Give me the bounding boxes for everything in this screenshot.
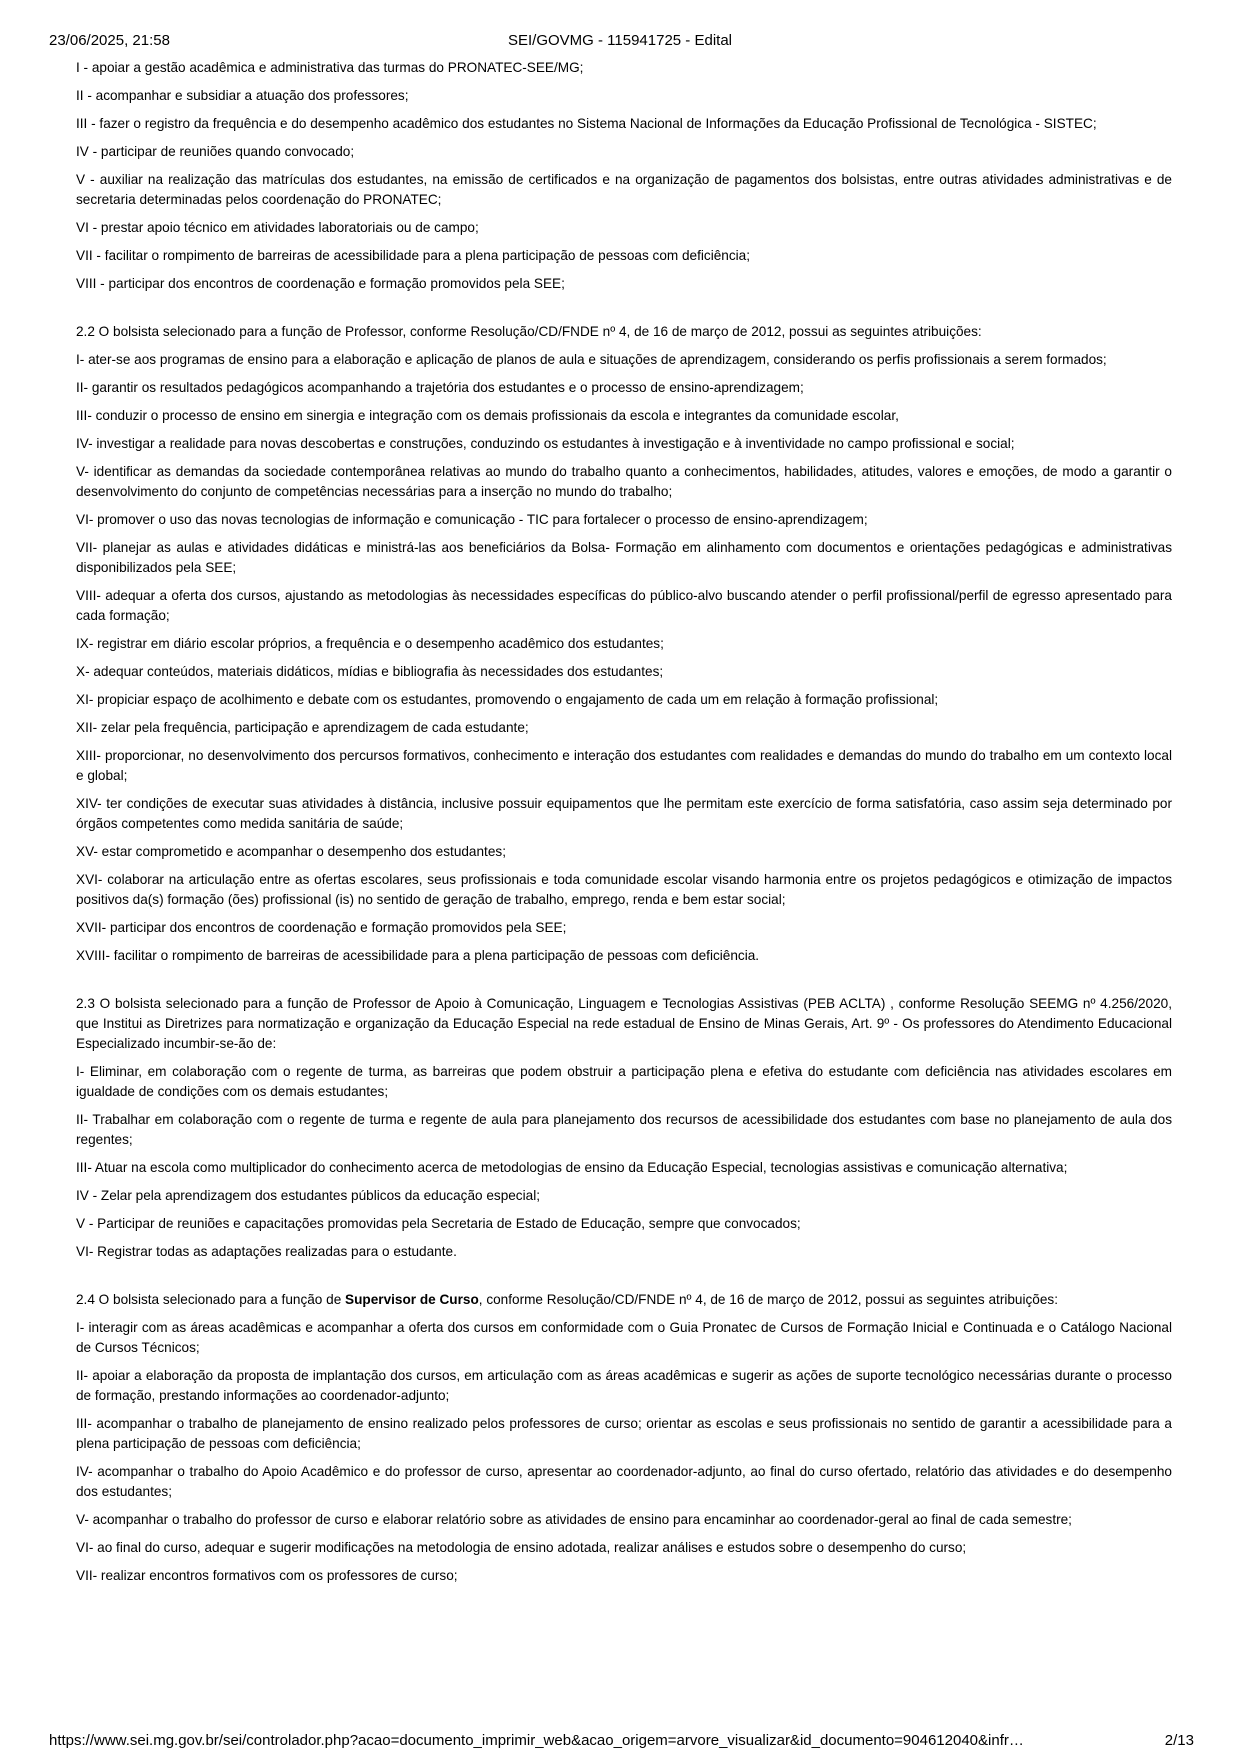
- list-item: VII - facilitar o rompimento de barreiras de acessibilidade para a plena participação de pessoas com deficiência;: [76, 248, 751, 263]
- list-item: II- Trabalhar em colaboração com o regente de turma e regente de aula para planejamento dos recursos de acessibilidade dos estudantes com base no planejamento de aula dos regentes;: [76, 1112, 1172, 1147]
- page-number: 2/13: [1164, 1732, 1194, 1749]
- list-item: IV- acompanhar o trabalho do Apoio Acadêmico e do professor de curso, apresentar ao coordenador-adjunto, ao final do curso ofertado, relatório das atividades e do desempenho dos estudantes;: [76, 1464, 1172, 1499]
- section-2-4-intro: [76, 1290, 1172, 1310]
- list-item: VIII- adequar a oferta dos cursos, ajustando as metodologias às necessidades específicas do público-alvo buscando atender o perfil profissional/perfil de egresso apresentado para cada formação;: [76, 588, 1172, 623]
- list-item: XVII- participar dos encontros de coordenação e formação promovidos pela SEE;: [76, 920, 567, 935]
- list-item: III- acompanhar o trabalho de planejamento de ensino realizado pelos professores de curso; orientar as escolas e seus profissionais no sentido de garantir a acessibilidade para a plena participação de pessoas com deficiência;: [76, 1416, 1172, 1451]
- list-item: I- Eliminar, em colaboração com o regente de turma, as barreiras que podem obstruir a participação plena e efetiva do estudante com deficiência nas atividades escolares em igualdade de condições com os demais estudantes;: [76, 1064, 1172, 1099]
- list-item: II- apoiar a elaboração da proposta de implantação dos cursos, em articulação com as áreas acadêmicas e sugerir as ações de suporte tecnológico necessárias durante o processo de formação, prestando informações ao coordenador-adjunto;: [76, 1368, 1172, 1403]
- list-item: IV- investigar a realidade para novas descobertas e construções, conduzindo os estudantes à investigação e à inventividade no campo profissional e social;: [76, 436, 1015, 451]
- list-item: V - auxiliar na realização das matrículas dos estudantes, na emissão de certificados e na organização de pagamentos dos bolsistas, entre outras atividades administrativas e de secretaria determinadas pelos coordenação do PRONATEC;: [76, 172, 1172, 207]
- list-item: VII- planejar as aulas e atividades didáticas e ministrá-las aos beneficiários da Bolsa- Formação em alinhamento com documentos e orientações pedagógicas e administrativas disponibilizados pela SEE;: [76, 540, 1172, 575]
- list-item: XI- propiciar espaço de acolhimento e debate com os estudantes, promovendo o engajamento de cada um em relação à formação profissional;: [76, 692, 939, 707]
- list-item: XIII- proporcionar, no desenvolvimento dos percursos formativos, conhecimento e interação dos estudantes com realidades e demandas do mundo do trabalho em um contexto local e global;: [76, 748, 1172, 783]
- list-item: XV- estar comprometido e acompanhar o desempenho dos estudantes;: [76, 844, 506, 859]
- list-item: XVI- colaborar na articulação entre as ofertas escolares, seus profissionais e toda comunidade escolar visando harmonia entre os projetos pedagógicos e otimização de impactos positivos da(s) formação (ões) profissional (is) no sentido de geração de trabalho, emprego, renda e bem estar social;: [76, 872, 1172, 907]
- list-item: I- interagir com as áreas acadêmicas e acompanhar a oferta dos cursos em conformidade com o Guia Pronatec de Cursos de Formação Inicial e Continuada e o Catálogo Nacional de Cursos Técnicos;: [76, 1320, 1172, 1355]
- list-item: XII- zelar pela frequência, participação e aprendizagem de cada estudante;: [76, 720, 529, 735]
- section-2-3-intro: 2.3 O bolsista selecionado para a função de Professor de Apoio à Comunicação, Linguagem e Tecnologias Assistivas (PEB ACLTA) , conforme Resolução SEEMG nº 4.256/2020, que Institui as Diretrizes para normatização e organização da Educação Especial na rede estadual de Ensino de Minas Gerais, Art. 9º - Os professores do Atendimento Educacional Especializado incumbir-se-ão de:: [76, 996, 1172, 1051]
- list-item: V- identificar as demandas da sociedade contemporânea relativas ao mundo do trabalho quanto a conhecimentos, habilidades, atitudes, valores e emoções, de modo a garantir o desenvolvimento do conjunto de competências necessárias para a inserção no mundo do trabalho;: [76, 464, 1172, 499]
- list-item: III- Atuar na escola como multiplicador do conhecimento acerca de metodologias de ensino da Educação Especial, tecnologias assistivas e comunicação alternativa;: [76, 1160, 1068, 1175]
- list-item: VI- ao final do curso, adequar e sugerir modificações na metodologia de ensino adotada, realizar análises e estudos sobre o desempenho do curso;: [76, 1540, 967, 1555]
- document-url: https://www.sei.mg.gov.br/sei/controlador.php?acao=documento_imprimir_web&acao_origem=arvore_visualizar&id_documento=904612040&infr…: [49, 1732, 1024, 1749]
- section-2-4-list: [76, 1318, 1172, 1586]
- section-2-2-intro: 2.2 O bolsista selecionado para a função de Professor, conforme Resolução/CD/FNDE nº 4, de 16 de março de 2012, possui as seguintes atribuições:: [76, 324, 982, 339]
- list-item: I - apoiar a gestão acadêmica e administrativa das turmas do PRONATEC-SEE/MG;: [76, 60, 584, 75]
- list-item: XVIII- facilitar o rompimento de barreiras de acessibilidade para a plena participação de pessoas com deficiência.: [76, 948, 760, 963]
- list-item: III- conduzir o processo de ensino em sinergia e integração com os demais profissionais da escola e integrantes da comunidade escolar,: [76, 408, 899, 423]
- list-item: IX- registrar em diário escolar próprios, a frequência e o desempenho acadêmico dos estudantes;: [76, 636, 664, 651]
- role-name: Supervisor de Curso: [345, 1292, 479, 1307]
- section-2-1-list: [76, 58, 1172, 294]
- list-item: VI- promover o uso das novas tecnologias de informação e comunicação - TIC para fortalecer o processo de ensino-aprendizagem;: [76, 512, 868, 527]
- list-item: IV - participar de reuniões quando convocado;: [76, 144, 355, 159]
- intro-text: 2.4 O bolsista selecionado para a função de: [76, 1292, 346, 1307]
- list-item: X- adequar conteúdos, materiais didáticos, mídias e bibliografia às necessidades dos estudantes;: [76, 664, 664, 679]
- list-item: VI- Registrar todas as adaptações realizadas para o estudante.: [76, 1244, 457, 1259]
- list-item: XIV- ter condições de executar suas atividades à distância, inclusive possuir equipamentos que lhe permitam este exercício de forma satisfatória, caso assim seja determinado por órgãos competentes como medida sanitária de saúde;: [76, 796, 1172, 831]
- list-item: V - Participar de reuniões e capacitações promovidas pela Secretaria de Estado de Educação, sempre que convocados;: [76, 1216, 801, 1231]
- list-item: VI - prestar apoio técnico em atividades laboratoriais ou de campo;: [76, 220, 479, 235]
- list-item: IV - Zelar pela aprendizagem dos estudantes públicos da educação especial;: [76, 1188, 540, 1203]
- list-item: II - acompanhar e subsidiar a atuação dos professores;: [76, 88, 409, 103]
- intro-text: , conforme Resolução/CD/FNDE nº 4, de 16 de março de 2012, possui as seguintes atribuições:: [478, 1292, 1058, 1307]
- list-item: III - fazer o registro da frequência e do desempenho acadêmico dos estudantes no Sistema Nacional de Informações da Educação Profissional de Tecnológica - SISTEC;: [76, 116, 1097, 131]
- list-item: VII- realizar encontros formativos com os professores de curso;: [76, 1568, 458, 1583]
- document-body: [76, 58, 1172, 1594]
- section-2-2-list: [76, 350, 1172, 966]
- print-datetime: 23/06/2025, 21:58: [49, 32, 170, 49]
- list-item: VIII - participar dos encontros de coordenação e formação promovidos pela SEE;: [76, 276, 565, 291]
- section-2-3-list: [76, 1062, 1172, 1262]
- list-item: V- acompanhar o trabalho do professor de curso e elaborar relatório sobre as atividades de ensino para encaminhar ao coordenador-geral ao final de cada semestre;: [76, 1512, 1072, 1527]
- document-title: SEI/GOVMG - 115941725 - Edital: [508, 32, 732, 49]
- list-item: II- garantir os resultados pedagógicos acompanhando a trajetória dos estudantes e o processo de ensino-aprendizagem;: [76, 380, 804, 395]
- list-item: I- ater-se aos programas de ensino para a elaboração e aplicação de planos de aula e situações de aprendizagem, considerando os perfis profissionais a serem formados;: [76, 352, 1107, 367]
